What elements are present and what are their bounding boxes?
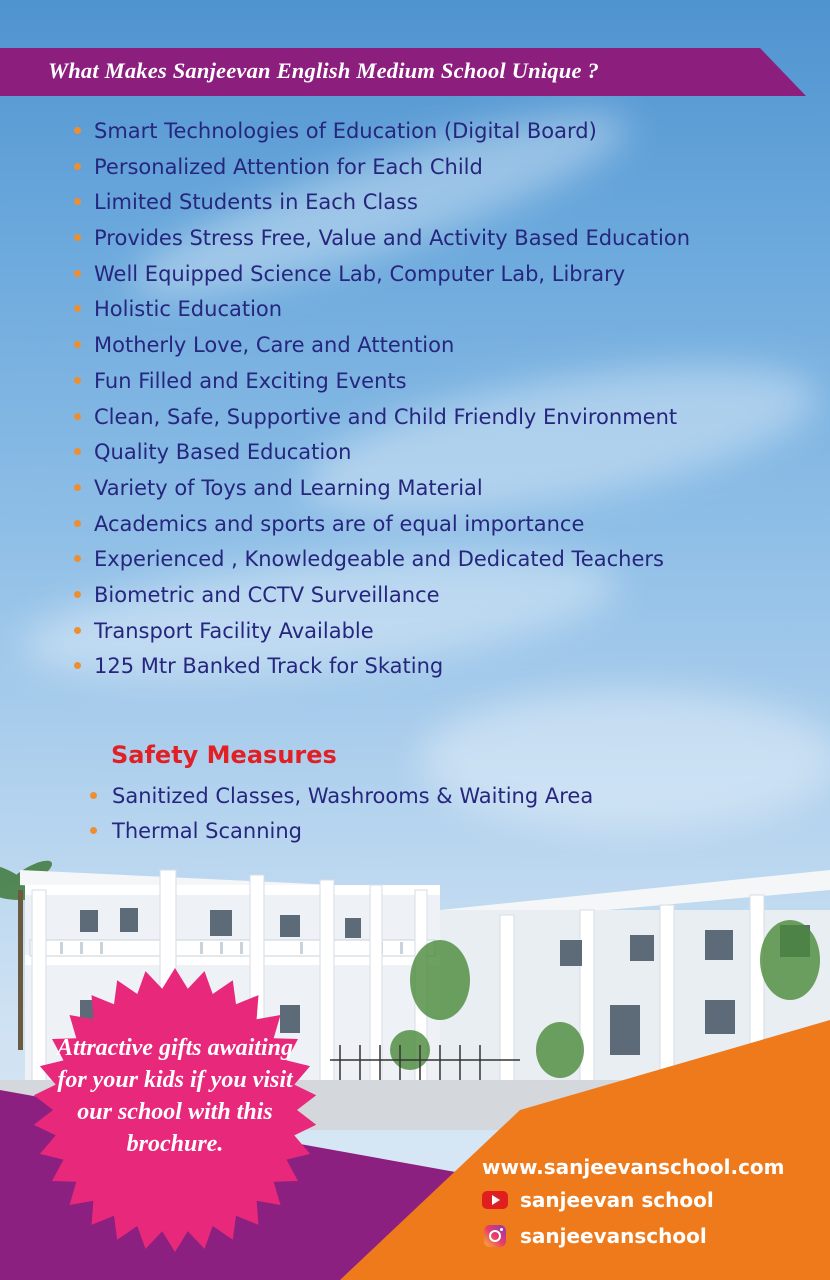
- list-item: Personalized Attention for Each Child: [72, 151, 792, 187]
- list-item: Thermal Scanning: [90, 815, 593, 850]
- promo-text: Attractive gifts awaiting for your kids if you visit our school with this brochure.: [56, 1035, 293, 1157]
- instagram-contact[interactable]: [482, 1224, 707, 1248]
- page-title: What Makes Sanjeevan English Medium School Unique ?: [48, 58, 599, 83]
- features-list: [72, 115, 792, 686]
- list-item: 125 Mtr Banked Track for Skating: [72, 650, 792, 686]
- list-item: Limited Students in Each Class: [72, 186, 792, 222]
- website-link[interactable]: www.sanjeevanschool.com: [482, 1155, 785, 1179]
- instagram-label: sanjeevanschool: [520, 1224, 707, 1248]
- instagram-icon: [484, 1225, 506, 1247]
- youtube-icon: [482, 1191, 508, 1209]
- list-item: Quality Based Education: [72, 436, 792, 472]
- list-item: Well Equipped Science Lab, Computer Lab, Library: [72, 258, 792, 294]
- list-item: Experienced , Knowledgeable and Dedicated Teachers: [72, 543, 792, 579]
- list-item: Motherly Love, Care and Attention: [72, 329, 792, 365]
- list-item: Sanitized Classes, Washrooms & Waiting Area: [90, 780, 593, 815]
- safety-title: Safety Measures: [111, 741, 337, 769]
- list-item: Biometric and CCTV Surveillance: [72, 579, 792, 615]
- list-item: Provides Stress Free, Value and Activity Based Education: [72, 222, 792, 258]
- list-item: Clean, Safe, Supportive and Child Friendly Environment: [72, 401, 792, 437]
- youtube-label: sanjeevan school: [520, 1188, 714, 1212]
- list-item: Smart Technologies of Education (Digital Board): [72, 115, 792, 151]
- list-item: Holistic Education: [72, 293, 792, 329]
- safety-list: [90, 780, 593, 850]
- list-item: Academics and sports are of equal importance: [72, 508, 792, 544]
- list-item: Transport Facility Available: [72, 615, 792, 651]
- list-item: Fun Filled and Exciting Events: [72, 365, 792, 401]
- youtube-contact[interactable]: [482, 1188, 714, 1212]
- list-item: Variety of Toys and Learning Material: [72, 472, 792, 508]
